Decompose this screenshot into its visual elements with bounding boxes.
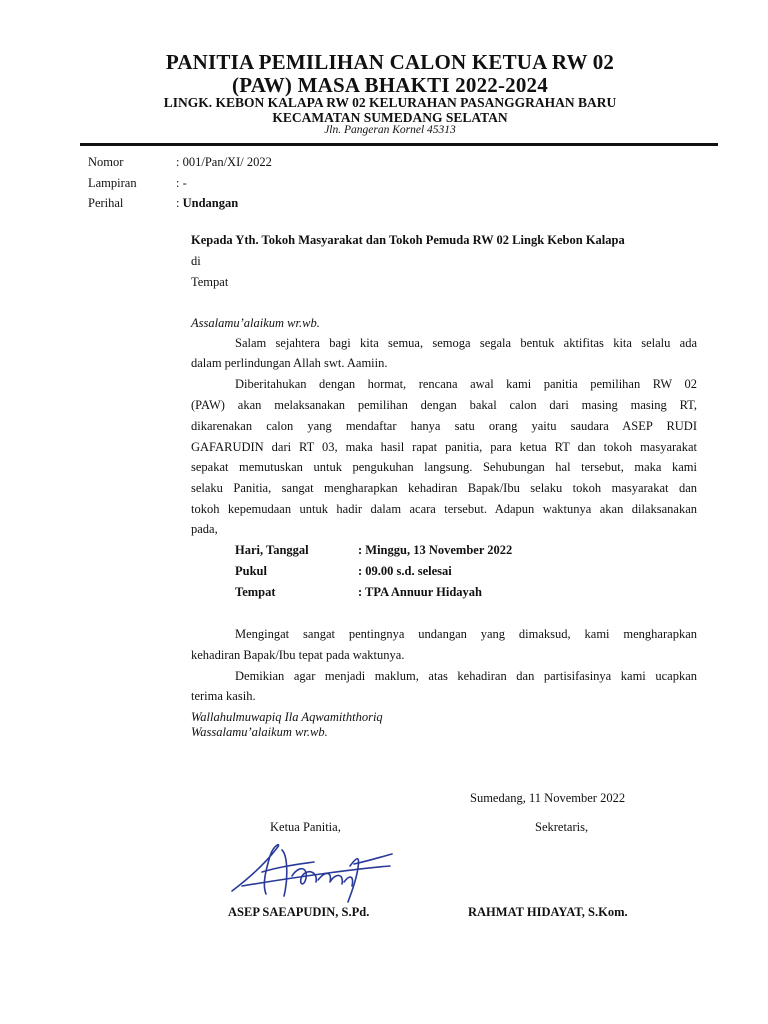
- detail-time-value: : 09.00 s.d. selesai: [358, 564, 452, 578]
- p2-line-4: GAFARUDIN dari RT 03, maka hasil rapat panitia, para ketua RT dan tokoh masyarakat: [191, 440, 697, 454]
- p1-line-2: dalam perlindungan Allah swt. Aamiin.: [191, 356, 388, 370]
- p2-line-8: pada,: [191, 522, 218, 536]
- letterhead-address: Jln. Pangeran Kornel 45313: [324, 124, 456, 136]
- detail-date-value: : Minggu, 13 November 2022: [358, 543, 513, 557]
- p3-line-2: kehadiran Bapak/Ibu tepat pada waktunya.: [191, 648, 405, 662]
- meta-perihal-label: Perihal: [88, 196, 124, 210]
- letterhead-title: PANITIA PEMILIHAN CALON KETUA RW 02: [165, 50, 615, 74]
- p4-line-2: terima kasih.: [191, 689, 256, 703]
- meta-lampiran-label: Lampiran: [88, 176, 137, 190]
- p2-line-3: dikarenakan calon yang mendaftar hanya satu orang yaitu saudara ASEP RUDI: [191, 419, 697, 433]
- letterhead-district: KECAMATAN SUMEDANG SELATAN: [272, 110, 508, 125]
- left-signer-title: Ketua Panitia,: [270, 820, 341, 834]
- closing-line-1: Wallahulmuwapiq Ila Aqwamiththoriq: [191, 710, 383, 724]
- letterhead-area: LINGK. KEBON KALAPA RW 02 KELURAHAN PASANGGRAHAN BARU: [163, 95, 617, 110]
- greeting: Assalamu’alaikum wr.wb.: [191, 316, 320, 330]
- p3-line-1: Mengingat sangat pentingnya undangan yang dimaksud, kami mengharapkan: [235, 627, 697, 641]
- right-signer-title: Sekretaris,: [535, 820, 589, 834]
- meta-nomor-value: : 001/Pan/XI/ 2022: [176, 155, 272, 169]
- closing-line-2: Wassalamu’alaikum wr.wb.: [191, 725, 328, 739]
- p2-line-2: (PAW) akan melaksanakan pemilihan dengan bakal calon dari masing masing RT,: [191, 398, 697, 412]
- meta-lampiran-value: : -: [176, 176, 187, 190]
- detail-time-label: Pukul: [235, 564, 267, 578]
- meta-perihal-colon: :: [176, 196, 180, 210]
- left-signer-name: ASEP SAEAPUDIN, S.Pd.: [228, 905, 370, 919]
- p2-line-5: sepakat memutuskan untuk pengukuhan langsung. Sehubungan hal tersebut, maka kami: [191, 460, 697, 474]
- detail-place-value: : TPA Annuur Hidayah: [358, 585, 483, 599]
- recipient-line: Kepada Yth. Tokoh Masyarakat dan Tokoh Pemuda RW 02 Lingk Kebon Kalapa: [191, 233, 625, 247]
- p2-line-6: selaku Panitia, sangat mengharapkan kehadiran Bapak/Ibu selaku tokoh masyarakat dan: [191, 481, 697, 495]
- handwritten-signature: [222, 836, 482, 906]
- recipient-di: di: [191, 254, 201, 268]
- recipient-place: Tempat: [191, 275, 229, 289]
- meta-perihal-value: Undangan: [182, 196, 239, 210]
- p2-line-1: Diberitahukan dengan hormat, rencana awal kami panitia pemilihan RW 02: [235, 377, 697, 391]
- p1-line-1: Salam sejahtera bagi kita semua, semoga segala bentuk aktifitas kita selalu ada: [235, 336, 697, 350]
- letterhead-period: (PAW) MASA BHAKTI 2022-2024: [232, 73, 548, 97]
- letterhead-divider: [80, 143, 718, 146]
- detail-place-label: Tempat: [235, 585, 276, 599]
- meta-nomor-label: Nomor: [88, 155, 124, 169]
- p2-line-7: tokoh kepemudaan untuk hadir dalam acara tersebut. Adapun waktunya akan dilaksanakan: [191, 502, 697, 516]
- p4-line-1: Demikian agar menjadi maklum, atas kehadiran dan partisifasinya kami ucapkan: [235, 669, 697, 683]
- detail-date-label: Hari, Tanggal: [235, 543, 309, 557]
- right-signer-name: RAHMAT HIDAYAT, S.Kom.: [468, 905, 628, 919]
- meta-perihal-value-wrap: [176, 196, 238, 211]
- place-date: Sumedang, 11 November 2022: [470, 791, 626, 805]
